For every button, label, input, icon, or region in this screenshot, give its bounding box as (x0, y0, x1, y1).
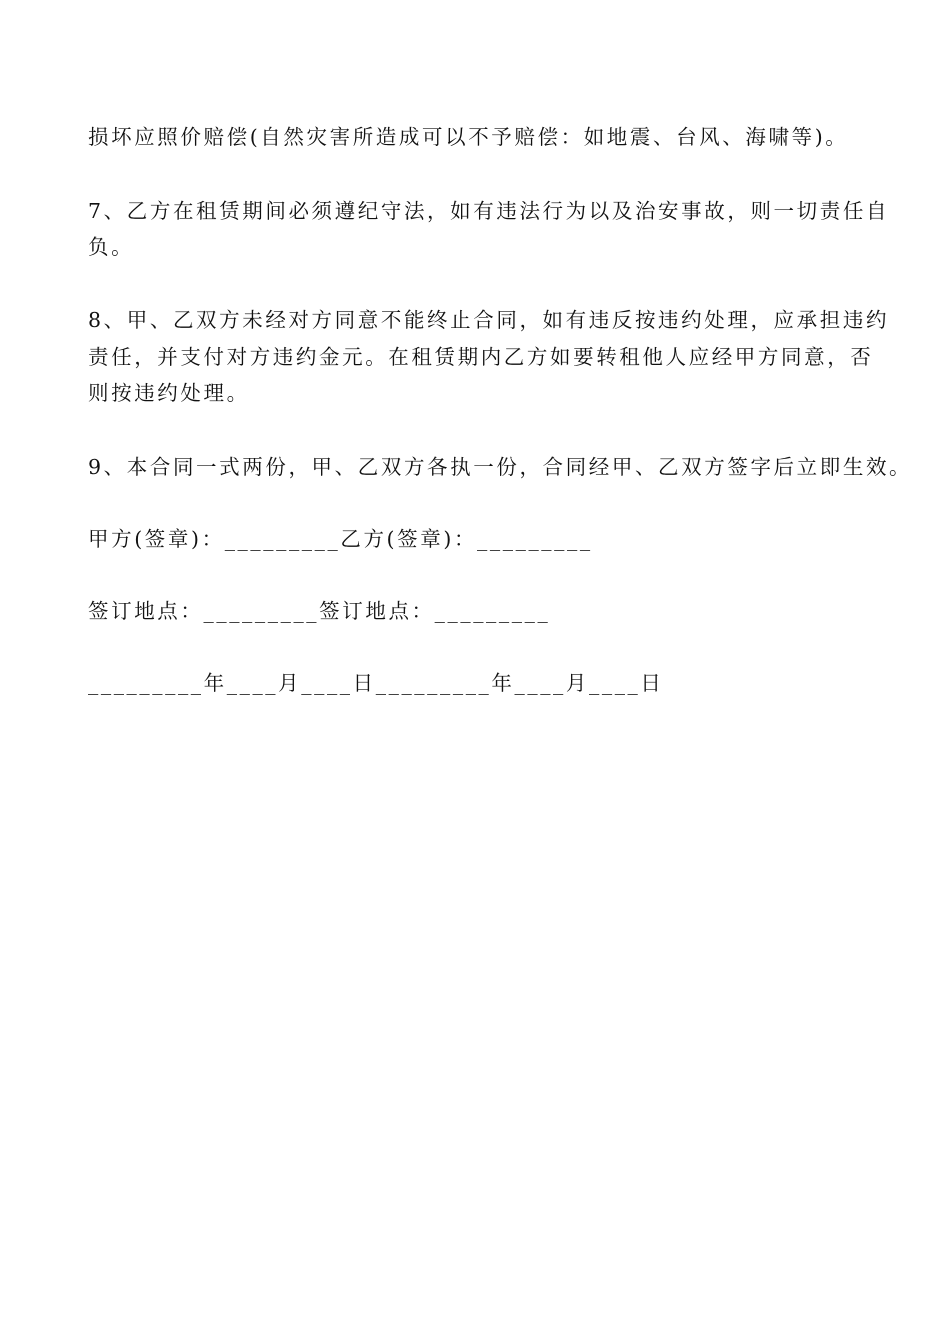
clause-6-continuation: 损坏应照价赔偿(自然灾害所造成可以不予赔偿：如地震、台风、海啸等)。 (88, 125, 849, 149)
clause-8-line-2: 责任，并支付对方违约金元。在租赁期内乙方如要转租他人应经甲方同意，否 (88, 345, 874, 369)
signing-date-line: _________年____月____日_________年____月____日 (88, 671, 664, 695)
signature-line: 甲方(签章)：_________乙方(签章)：_________ (88, 527, 593, 551)
clause-8-line-1: 8、甲、乙双方未经对方同意不能终止合同，如有违反按违约处理，应承担违约 (88, 308, 890, 332)
clause-7-line-1: 7、乙方在租赁期间必须遵纪守法，如有违法行为以及治安事故，则一切责任自 (88, 199, 890, 223)
signing-location-line: 签订地点：_________签订地点：_________ (88, 599, 551, 623)
clause-8-line-3: 则按违约处理。 (88, 381, 250, 405)
clause-7-line-2: 负。 (88, 235, 135, 259)
clause-9: 9、本合同一式两份，甲、乙双方各执一份，合同经甲、乙双方签字后立即生效。 (88, 455, 913, 479)
